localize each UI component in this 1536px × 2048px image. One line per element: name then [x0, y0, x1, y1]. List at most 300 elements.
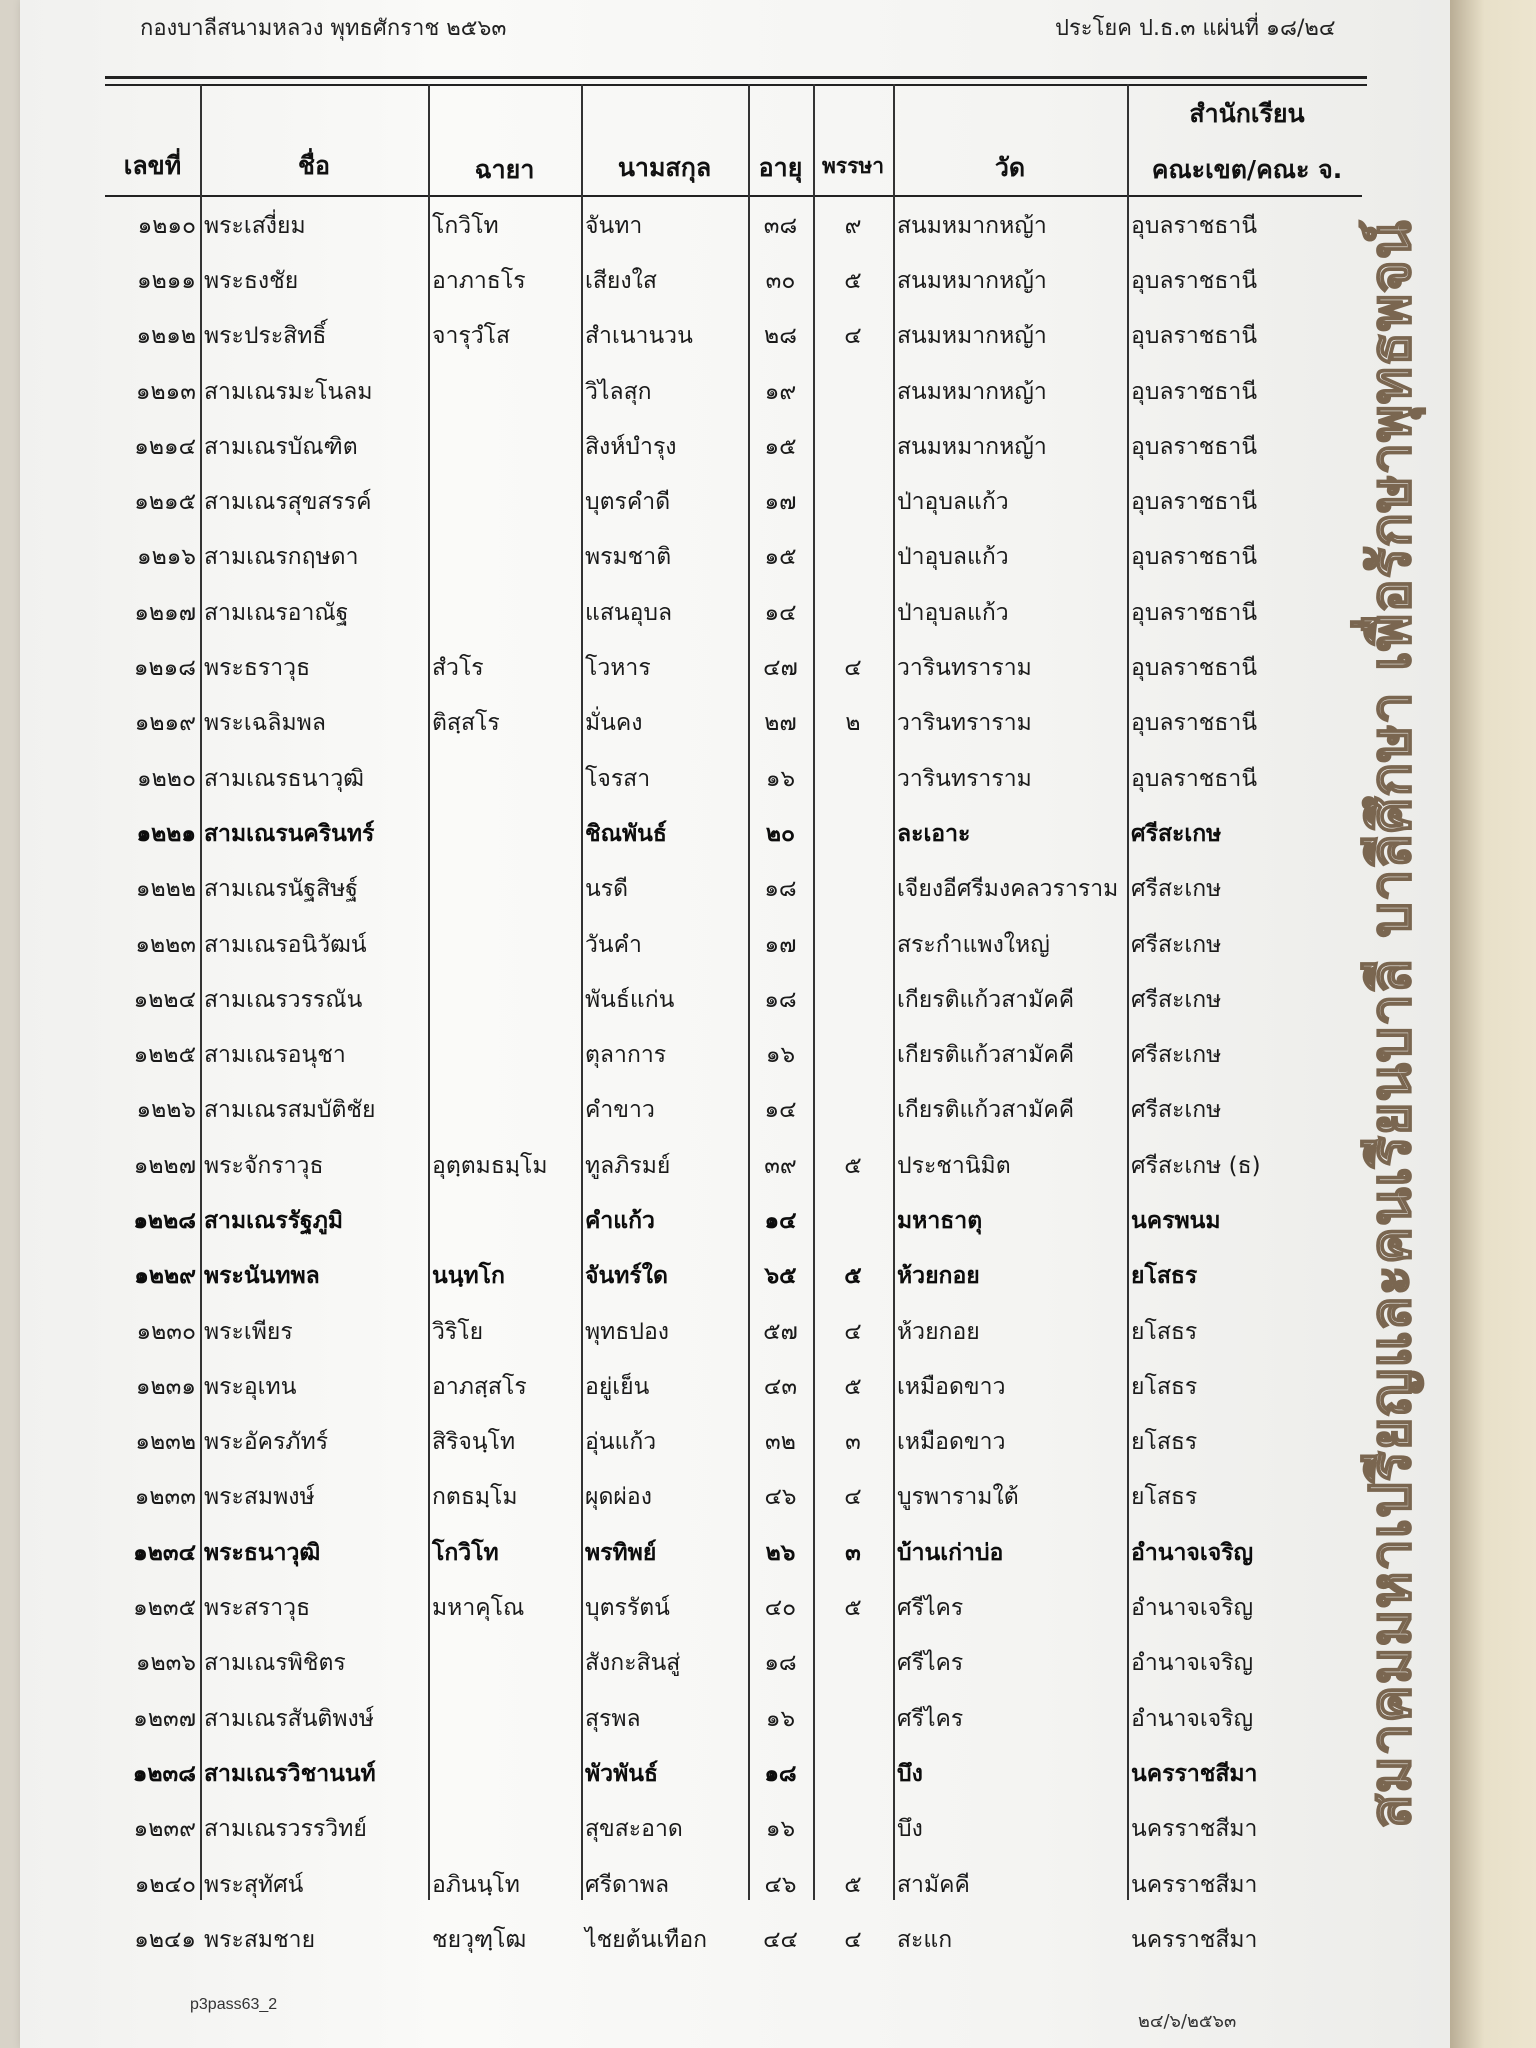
row-surname: สุรพล: [585, 1705, 641, 1732]
footer-date: ๒๔/๖/๒๕๖๓: [1138, 2011, 1237, 2032]
column-header-rule: [105, 195, 1362, 197]
row-age: ๑๔: [764, 1207, 797, 1234]
column-header-age: อายุ: [758, 153, 803, 182]
row-chaya: โกวิโท: [432, 1539, 499, 1566]
row-chaya: [428, 1746, 581, 1801]
table-row: [105, 530, 1362, 585]
row-vassa: ๔: [844, 323, 862, 350]
row-name: พระธนาวุฒิ: [204, 1539, 321, 1566]
table-row: [105, 751, 1362, 806]
row-vassa: [813, 862, 893, 917]
row-wat: ละเอาะ: [897, 820, 971, 847]
column-header-school-top: สำนักเรียน: [1189, 99, 1305, 128]
row-surname: โจรสา: [585, 765, 651, 792]
row-school: ศรีสะเกษ: [1131, 876, 1222, 903]
row-surname: อุ่นแก้ว: [585, 1429, 657, 1456]
table-row: [105, 1470, 1362, 1525]
row-surname: คำแก้ว: [585, 1207, 655, 1234]
row-chaya: [428, 1083, 581, 1138]
row-chaya: [428, 751, 581, 806]
row-age: ๒๐: [765, 820, 796, 847]
watermark-text: สมาคมมหาเปรียญและคนเรียนบาลี บาลีศึกษา เพื่อรักษาพุทธพจน์: [1357, 219, 1424, 1829]
row-chaya: กตธมฺโม: [432, 1484, 518, 1511]
row-surname: ทูลภิรมย์: [585, 1152, 671, 1179]
table-row: [105, 1691, 1362, 1746]
row-name: สามเณรวรรณัน: [204, 986, 363, 1013]
column-header-chaya: ฉายา: [474, 155, 535, 184]
row-number: ๑๒๑๔: [134, 433, 196, 460]
column-header-school-bottom: คณะเขต/คณะ จ.: [1151, 155, 1343, 184]
table-row: [105, 585, 1362, 640]
row-school: อำนาจเจริญ: [1131, 1705, 1254, 1732]
row-wat: เจียงอีศรีมงคลวราราม: [897, 876, 1119, 903]
row-school: ศรีสะเกษ: [1131, 986, 1222, 1013]
row-name: พระจักราวุธ: [204, 1152, 324, 1179]
row-age: ๓๙: [764, 1152, 797, 1179]
row-age: ๑๖: [765, 1042, 796, 1069]
row-vassa: [813, 1027, 893, 1082]
row-age: ๑๖: [765, 1816, 796, 1843]
row-number: ๑๒๓๔: [133, 1539, 196, 1566]
row-age: ๑๘: [764, 1650, 797, 1677]
row-name: สามเณรวิชานนท์: [204, 1760, 376, 1787]
row-age: ๒๖: [765, 1539, 796, 1566]
row-chaya: วิริโย: [432, 1318, 484, 1345]
row-wat: เกียรติแก้วสามัคคี: [897, 986, 1075, 1013]
row-name: สามเณรนัฐสิษฐ์: [204, 876, 358, 903]
row-vassa: ๕: [844, 1263, 862, 1290]
row-surname: บุตรรัตน์: [585, 1595, 670, 1622]
row-name: สามเณรบัณฑิต: [204, 433, 358, 460]
row-school: ศรีสะเกษ: [1131, 1042, 1222, 1069]
row-name: สามเณรกฤษดา: [204, 544, 359, 571]
column-header-vassa: พรรษา: [821, 154, 885, 178]
row-chaya: [428, 972, 581, 1027]
row-school: อุบลราชธานี: [1131, 267, 1258, 294]
row-name: สามเณรอนิวัฒน์: [204, 931, 367, 958]
row-vassa: ๔: [844, 1318, 862, 1345]
row-school: นครราชสีมา: [1131, 1816, 1258, 1843]
row-school: อุบลราชธานี: [1131, 212, 1258, 239]
row-age: ๑๕: [764, 544, 797, 571]
row-surname: สุขสะอาด: [585, 1816, 683, 1843]
row-surname: พุทธปอง: [585, 1318, 670, 1345]
row-vassa: ๙: [844, 212, 862, 239]
row-number: ๑๒๒๙: [134, 1263, 196, 1290]
row-age: ๓๒: [765, 1429, 796, 1456]
row-vassa: ๕: [844, 1871, 862, 1898]
row-chaya: สิริจนฺโท: [432, 1429, 516, 1456]
row-number: ๑๒๑๑: [137, 267, 196, 294]
row-number: ๑๒๑๓: [135, 378, 196, 405]
row-number: ๑๒๒๑: [136, 820, 196, 847]
row-surname: โวหาร: [585, 655, 651, 682]
table-row: [105, 1580, 1362, 1635]
row-wat: ศรีไคร: [897, 1650, 964, 1677]
table-row: [105, 862, 1362, 917]
row-school: อำนาจเจริญ: [1131, 1539, 1254, 1566]
row-age: ๑๙: [764, 378, 797, 405]
row-age: ๑๗: [764, 931, 797, 958]
table-row: [105, 696, 1362, 751]
row-school: นครราชสีมา: [1131, 1871, 1258, 1898]
table-row: [105, 1304, 1362, 1359]
table-row: [105, 474, 1362, 529]
row-name: สามเณรอนุชา: [204, 1042, 346, 1069]
row-age: ๔๐: [764, 1595, 797, 1622]
row-age: ๔๓: [763, 1373, 798, 1400]
row-school: อุบลราชธานี: [1131, 433, 1258, 460]
row-number: ๑๒๔๑: [134, 1926, 196, 1953]
row-number: ๑๒๑๘: [133, 655, 196, 682]
row-number: ๑๒๓๐: [136, 1318, 196, 1345]
row-vassa: [813, 1193, 893, 1248]
row-number: ๑๒๓๖: [135, 1650, 196, 1677]
row-number: ๑๒๒๐: [137, 765, 196, 792]
row-chaya: อภินนฺโท: [432, 1871, 520, 1898]
row-wat: ป่าอุบลแก้ว: [897, 544, 1009, 571]
table-row: [105, 640, 1362, 695]
row-number: ๑๒๑๖: [137, 544, 196, 571]
row-vassa: [813, 364, 893, 419]
row-school: ศรีสะเกษ (ธ): [1131, 1152, 1261, 1179]
row-surname: พันธ์แก่น: [585, 986, 675, 1013]
row-wat: วารินทราราม: [897, 710, 1032, 737]
row-number: ๑๒๒๓: [135, 931, 196, 958]
row-surname: นรดี: [585, 876, 629, 903]
table-row: [105, 1525, 1362, 1580]
row-name: สามเณรสุขสรรค์: [204, 489, 372, 516]
row-wat: มหาธาตุ: [897, 1207, 983, 1234]
row-chaya: [428, 1193, 581, 1248]
row-number: ๑๒๑๒: [136, 323, 196, 350]
row-number: ๑๒๒๔: [133, 986, 196, 1013]
row-name: สามเณรพิชิตร: [204, 1650, 346, 1677]
row-wat: ศรีไคร: [897, 1595, 964, 1622]
row-number: ๑๒๓๒: [135, 1429, 196, 1456]
row-number: ๑๒๑๕: [134, 489, 196, 516]
row-age: ๕๗: [763, 1318, 798, 1345]
header-rule-thick: [105, 76, 1367, 79]
row-chaya: อาภาธโร: [432, 267, 526, 294]
row-vassa: [813, 530, 893, 585]
row-name: สามเณรสันติพงษ์: [204, 1705, 374, 1732]
row-name: พระเพียร: [204, 1318, 293, 1345]
row-school: นครราชสีมา: [1131, 1926, 1258, 1953]
table-row: [105, 806, 1362, 861]
row-vassa: [813, 474, 893, 529]
row-age: ๒๗: [764, 710, 797, 737]
row-wat: สนมหมากหญ้า: [897, 433, 1047, 460]
row-school: อุบลราชธานี: [1131, 378, 1258, 405]
row-age: ๔๔: [763, 1926, 798, 1953]
row-age: ๔๖: [764, 1484, 797, 1511]
row-school: ยโสธร: [1131, 1484, 1198, 1511]
row-surname: ตุลาการ: [585, 1042, 667, 1069]
footer-file-code: p3pass63_2: [190, 1996, 278, 2013]
column-header-name: ชื่อ: [298, 151, 330, 180]
row-number: ๑๒๑๐: [137, 212, 196, 239]
row-name: สามเณรวรรวิทย์: [204, 1816, 367, 1843]
row-school: ศรีสะเกษ: [1131, 931, 1222, 958]
row-vassa: [813, 1083, 893, 1138]
row-age: ๔๗: [763, 655, 798, 682]
row-number: ๑๒๒๗: [133, 1152, 196, 1179]
row-chaya: [428, 530, 581, 585]
row-wat: เกียรติแก้วสามัคคี: [897, 1097, 1075, 1124]
row-school: นครพนม: [1131, 1207, 1221, 1234]
row-surname: ศรีดาพล: [585, 1871, 670, 1898]
row-school: อุบลราชธานี: [1131, 599, 1258, 626]
row-name: พระธราวุธ: [204, 655, 311, 682]
row-name: พระสราวุธ: [204, 1595, 311, 1622]
row-school: ยโสธร: [1131, 1263, 1198, 1290]
row-name: พระสมชาย: [204, 1926, 316, 1953]
row-vassa: ๔: [844, 655, 862, 682]
row-wat: ศรีไคร: [897, 1705, 964, 1732]
table-row: [105, 1802, 1362, 1857]
row-surname: เสียงใส: [585, 267, 657, 294]
table-row: [105, 1857, 1362, 1912]
header-rule-thin: [105, 84, 1367, 86]
row-vassa: [813, 972, 893, 1027]
row-surname: สังกะสินสู่: [585, 1650, 681, 1677]
row-number: ๑๒๓๗: [133, 1705, 196, 1732]
row-wat: วารินทราราม: [897, 655, 1032, 682]
row-age: ๑๔: [764, 1097, 797, 1124]
row-surname: จันทร์ใด: [585, 1263, 668, 1290]
row-wat: ประชานิมิต: [897, 1152, 1011, 1179]
row-name: พระเฉลิมพล: [204, 710, 326, 737]
row-age: ๑๘: [764, 986, 797, 1013]
row-school: ศรีสะเกษ: [1131, 820, 1222, 847]
row-vassa: ๓: [845, 1539, 861, 1566]
header-right-text: ประโยค ป.ธ.๓ แผ่นที่ ๑๘/๒๔: [1055, 16, 1336, 41]
row-wat: บึง: [897, 1816, 923, 1843]
table-row: [105, 198, 1362, 253]
row-chaya: [428, 474, 581, 529]
row-age: ๑๕: [764, 433, 797, 460]
row-surname: จันทา: [585, 212, 643, 239]
row-chaya: [428, 585, 581, 640]
row-chaya: [428, 364, 581, 419]
row-school: อุบลราชธานี: [1131, 323, 1258, 350]
row-surname: แสนอุบล: [585, 599, 673, 626]
row-vassa: [813, 751, 893, 806]
row-wat: สนมหมากหญ้า: [897, 212, 1047, 239]
row-vassa: ๕: [844, 1373, 862, 1400]
row-number: ๑๒๓๑: [135, 1373, 196, 1400]
table-row: [105, 1636, 1362, 1691]
row-chaya: ติสฺสโร: [432, 710, 500, 737]
row-wat: ป่าอุบลแก้ว: [897, 599, 1009, 626]
row-name: พระนันทพล: [204, 1263, 320, 1290]
row-age: ๔๖: [764, 1871, 797, 1898]
header-left-text: กองบาลีสนามหลวง พุทธศักราช ๒๕๖๓: [140, 16, 507, 41]
row-name: พระอัครภัทร์: [204, 1429, 329, 1456]
row-school: อุบลราชธานี: [1131, 765, 1258, 792]
row-surname: ผุดผ่อง: [585, 1484, 652, 1511]
table-row: [105, 917, 1362, 972]
row-surname: ชิณพันธ์: [585, 820, 667, 847]
column-header-surname: นามสกุล: [617, 153, 712, 182]
row-vassa: [813, 1802, 893, 1857]
row-chaya: [428, 1636, 581, 1691]
row-surname: สำเนานวน: [585, 323, 693, 350]
column-header-wat: วัด: [994, 153, 1026, 182]
row-wat: ป่าอุบลแก้ว: [897, 489, 1009, 516]
table-row: [105, 309, 1362, 364]
row-age: ๑๘: [764, 1760, 797, 1787]
table-row: [105, 1415, 1362, 1470]
table-row: [105, 1027, 1362, 1082]
row-school: อำนาจเจริญ: [1131, 1650, 1254, 1677]
row-vassa: [813, 585, 893, 640]
table-row: [105, 1359, 1362, 1414]
row-wat: สะแก: [897, 1926, 953, 1953]
row-surname: วิไลสุก: [585, 378, 652, 405]
row-number: ๑๒๓๓: [134, 1484, 196, 1511]
row-name: พระธงชัย: [204, 267, 299, 294]
row-vassa: ๔: [844, 1926, 862, 1953]
row-chaya: ชยวุฑฺโฒ: [432, 1926, 527, 1953]
row-vassa: ๔: [844, 1484, 862, 1511]
row-vassa: [813, 1746, 893, 1801]
row-school: อุบลราชธานี: [1131, 655, 1258, 682]
row-age: ๑๖: [765, 765, 796, 792]
table-row: [105, 1138, 1362, 1193]
row-vassa: [813, 419, 893, 474]
row-number: ๑๒๑๙: [134, 710, 196, 737]
row-number: ๑๒๒๕: [133, 1042, 196, 1069]
table-row: [105, 1746, 1362, 1801]
row-vassa: [813, 806, 893, 861]
row-vassa: ๕: [844, 267, 862, 294]
row-name: พระเสงี่ยม: [204, 212, 306, 239]
row-chaya: [428, 1027, 581, 1082]
row-wat: สนมหมากหญ้า: [897, 267, 1047, 294]
row-wat: เกียรติแก้วสามัคคี: [897, 1042, 1075, 1069]
row-name: สามเณรนครินทร์: [204, 820, 375, 847]
exam-results-table: [105, 198, 1362, 1968]
table-row: [105, 1083, 1362, 1138]
row-surname: วันคำ: [585, 931, 642, 958]
row-vassa: [813, 1691, 893, 1746]
row-surname: พัวพันธ์: [585, 1760, 658, 1787]
row-name: สามเณรสมบัติชัย: [204, 1097, 376, 1124]
row-wat: สนมหมากหญ้า: [897, 323, 1047, 350]
row-name: สามเณรอาณัฐ: [204, 599, 349, 626]
row-wat: วารินทราราม: [897, 765, 1032, 792]
row-chaya: อาภสฺสโร: [432, 1373, 527, 1400]
row-chaya: [428, 862, 581, 917]
row-wat: บึง: [897, 1760, 923, 1787]
row-chaya: โกวิโท: [432, 212, 499, 239]
row-age: ๓๘: [763, 212, 798, 239]
row-name: พระสมพงษ์: [204, 1484, 315, 1511]
row-number: ๑๒๓๕: [133, 1595, 196, 1622]
row-age: ๑๘: [764, 876, 797, 903]
row-school: อุบลราชธานี: [1131, 710, 1258, 737]
row-number: ๑๒๓๘: [132, 1760, 196, 1787]
row-age: ๖๕: [764, 1263, 797, 1290]
table-row: [105, 419, 1362, 474]
row-chaya: มหาคุโณ: [432, 1595, 525, 1622]
row-name: พระสุทัศน์: [204, 1871, 304, 1898]
row-vassa: ๓: [845, 1429, 861, 1456]
row-age: ๓๐: [765, 267, 796, 294]
row-surname: สิงห์บำรุง: [585, 433, 677, 460]
table-row: [105, 1193, 1362, 1248]
row-school: ยโสธร: [1131, 1373, 1198, 1400]
row-school: ศรีสะเกษ: [1131, 1097, 1222, 1124]
row-wat: บ้านเก่าบ่อ: [897, 1539, 1004, 1566]
row-vassa: [813, 1636, 893, 1691]
row-surname: อยู่เย็น: [585, 1373, 650, 1400]
row-surname: พรทิพย์: [585, 1539, 657, 1566]
table-row: [105, 1249, 1362, 1304]
row-chaya: [428, 1802, 581, 1857]
row-school: ยโสธร: [1131, 1318, 1198, 1345]
row-age: ๑๖: [765, 1705, 796, 1732]
row-chaya: [428, 419, 581, 474]
row-wat: เหมือดขาว: [897, 1429, 1006, 1456]
column-header-no: เลขที่: [123, 151, 182, 180]
row-name: สามเณรธนาวุฒิ: [204, 765, 365, 792]
row-chaya: [428, 917, 581, 972]
row-surname: ไชยต้นเทือก: [585, 1926, 708, 1953]
row-wat: ห้วยกอย: [897, 1263, 980, 1290]
row-name: สามเณรรัฐภูมิ: [204, 1207, 344, 1234]
row-school: ยโสธร: [1131, 1429, 1198, 1456]
row-wat: สามัคคี: [897, 1871, 970, 1898]
row-chaya: อุตฺตมธมฺโม: [432, 1152, 548, 1179]
row-wat: สนมหมากหญ้า: [897, 378, 1047, 405]
row-age: ๒๘: [764, 323, 797, 350]
row-chaya: จารุวํโส: [432, 323, 511, 350]
row-number: ๑๒๑๗: [134, 599, 196, 626]
row-number: ๑๒๓๙: [133, 1816, 196, 1843]
row-school: อุบลราชธานี: [1131, 544, 1258, 571]
row-vassa: ๒: [845, 710, 861, 737]
background-strip: [1450, 0, 1536, 2048]
row-vassa: ๕: [844, 1152, 862, 1179]
row-chaya: [428, 806, 581, 861]
row-wat: ห้วยกอย: [897, 1318, 980, 1345]
row-age: ๑๗: [764, 489, 797, 516]
row-school: อุบลราชธานี: [1131, 489, 1258, 516]
row-number: ๑๒๒๖: [136, 1097, 196, 1124]
table-row: [105, 1912, 1362, 1967]
row-number: ๑๒๒๘: [133, 1207, 196, 1234]
table-row: [105, 364, 1362, 419]
row-surname: มั่นคง: [585, 710, 643, 737]
row-number: ๑๒๒๒: [135, 876, 196, 903]
row-school: นครราชสีมา: [1131, 1760, 1258, 1787]
row-age: ๑๔: [764, 599, 797, 626]
row-wat: บูรพารามใต้: [897, 1484, 1019, 1511]
row-school: อำนาจเจริญ: [1131, 1595, 1254, 1622]
row-chaya: สํวโร: [432, 655, 484, 682]
row-vassa: ๕: [844, 1595, 862, 1622]
row-name: พระประสิทธิ์: [204, 323, 327, 350]
row-surname: คำขาว: [585, 1097, 655, 1124]
row-wat: สระกำแพงใหญ่: [897, 931, 1050, 958]
row-name: พระอุเทน: [204, 1373, 297, 1400]
row-vassa: [813, 917, 893, 972]
table-row: [105, 253, 1362, 308]
row-chaya: นนฺทโก: [432, 1263, 505, 1290]
